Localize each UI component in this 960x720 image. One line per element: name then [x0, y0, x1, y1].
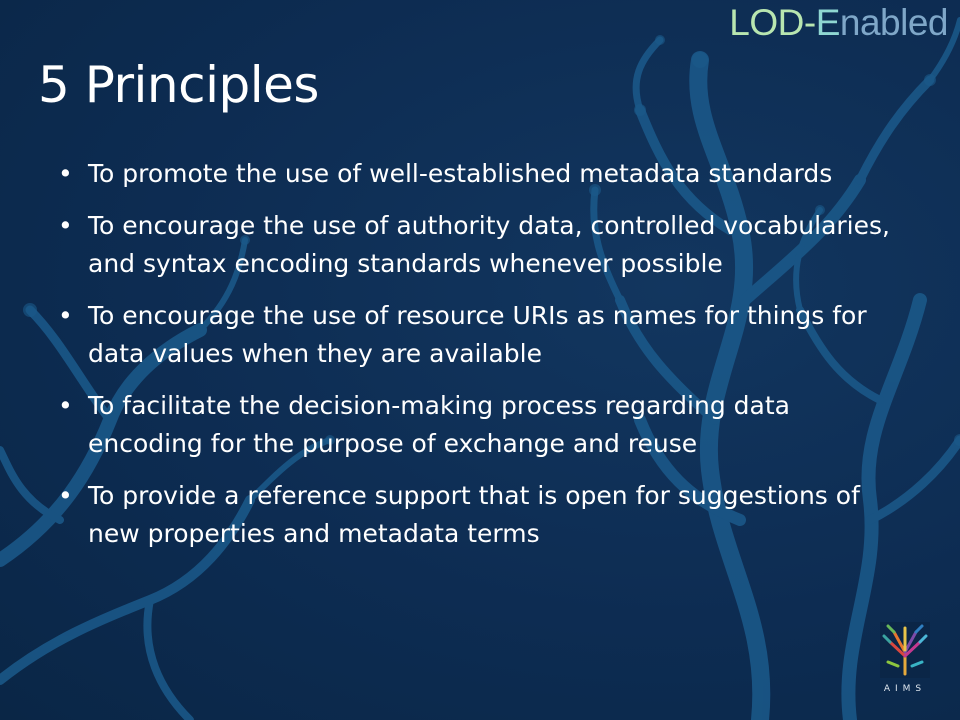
- brand-wordmark: [729, 4, 948, 41]
- bullet-text: To provide a reference support that is open for suggestions of new properties and metadata terms: [88, 481, 860, 548]
- bullet-dot-icon: •: [58, 301, 73, 330]
- bullet-item: [58, 387, 908, 463]
- aims-tree-icon: [880, 622, 930, 678]
- brand-e: E: [815, 2, 840, 43]
- brand-nabled: nabled: [839, 2, 948, 43]
- brand-lod: LOD-: [729, 2, 816, 43]
- bullet-item: [58, 155, 908, 193]
- bullet-list: [58, 155, 908, 567]
- bullet-text: To encourage the use of authority data, controlled vocabularies, and syntax encoding standards whenever possible: [88, 211, 890, 278]
- bullet-text: To promote the use of well-established metadata standards: [88, 159, 833, 188]
- bullet-item: [58, 477, 908, 553]
- bullet-item: [58, 207, 908, 283]
- bullet-dot-icon: •: [58, 211, 73, 240]
- bullet-text: To encourage the use of resource URIs as names for things for data values when they are available: [88, 301, 867, 368]
- aims-logo: [880, 622, 930, 694]
- bullet-dot-icon: •: [58, 159, 73, 188]
- bullet-dot-icon: •: [58, 391, 73, 420]
- bullet-text: To facilitate the decision-making process regarding data encoding for the purpose of exchange and reuse: [88, 391, 790, 458]
- bullet-item: [58, 297, 908, 373]
- bullet-dot-icon: •: [58, 481, 73, 510]
- aims-logo-text: AIMS: [883, 684, 927, 694]
- slide-title: 5 Principles: [38, 56, 319, 114]
